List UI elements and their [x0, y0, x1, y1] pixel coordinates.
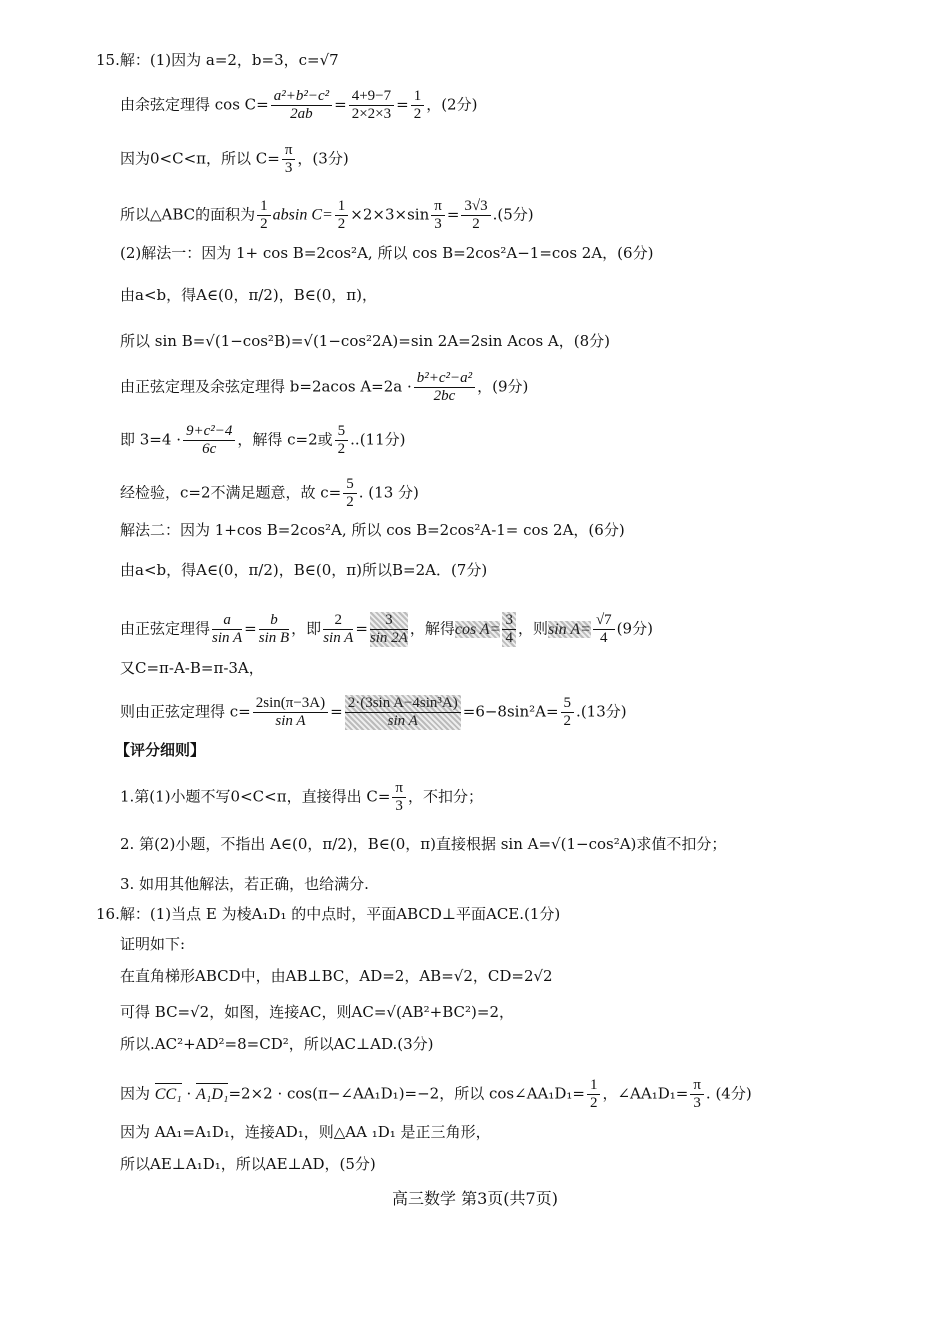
p16-head: 16.解：(1)当点 E 为棱A₁D₁ 的中点时，平面ABCD⊥平面ACE.(1分) [96, 905, 561, 923]
p15-sine-ze: ，则 [517, 619, 548, 638]
frac-pi-3: $\frac{\pi}{3}$ [690, 1077, 704, 1112]
frac-5-2: $\frac{5}{2}$ [561, 695, 575, 730]
p15-ab-line: 由a<b，得A∈(0，π/2)，B∈(0，π)， [120, 286, 377, 304]
score: ，(2分) [426, 95, 478, 114]
p16-bc: 可得 BC=√2，如图，连接AC，则AC=√(AB²+BC²)=2， [120, 1003, 515, 1021]
p15-ji-mid: ，解得 c=2或 [237, 430, 333, 449]
p16-vec-angle: ，∠AA₁D₁= [602, 1084, 689, 1103]
frac-5-2: $\frac{5}{2}$ [343, 476, 357, 511]
p15-cos-line: 由余弦定理得 cos C= $\frac{\text{a²+b²−c²}}{2ab}$ = $\frac{4+9-7}{2\times 2\times 3}$ = $\frac{1}{2}$ ，(2分) [120, 88, 478, 122]
score: . (4分) [705, 1084, 752, 1103]
rubric-1-end: ，不扣分； [407, 787, 483, 806]
p16-ac: 所以.AC²+AD²=8=CD²，所以AC⊥AD.(3分) [120, 1035, 434, 1053]
score: ..(11分) [350, 430, 406, 449]
p15-sine-ji: ，即 [291, 619, 322, 638]
p15-b2a-line [120, 370, 528, 405]
frac-pi-3: $\frac{\pi}{3}$ [282, 142, 296, 177]
p15-sine-sinA: sin A= [547, 620, 591, 638]
dot: · [181, 1084, 197, 1103]
p15-sine-line: 由正弦定理得 $\frac{a}{\text{sin A}}$ = $\frac{b}{\text{sin B}}$ ，即 $\frac{2}{\text{sin A}}$ = $\frac{3}{\sin 2A}$ ，解得cos A= $\frac{3}{4}$ ，则sin A= $\frac{√7}{4}$ (9分) [120, 612, 653, 646]
p15-C-eq: 又C=π-A-B=π-3A， [120, 659, 264, 677]
p16-trapezoid: 在直角梯形ABCD中，由AB⊥BC，AD=2，AB=√2，CD=2√2 [120, 967, 553, 985]
p15-method2-line: 解法二：因为 1+cos B=2cos²A, 所以 cos B=2cos²A-1= cos 2A，(6分) [120, 521, 625, 539]
p15-area-mid2: ×2×3×sin [350, 205, 430, 224]
p15-final-line: 则由正弦定理得 c= $\frac{2\sin(\pi-3A)}{\text{sin A}}$ = $\frac{\text{2·(3sin A−4sin³A)}}{\text{sin A}}$ =6−8sin²A= $\frac{5}{2}$ .(13分) [120, 695, 627, 729]
p16-equilateral: 因为 AA₁=A₁D₁，连接AD₁，则△AA ₁D₁ 是正三角形， [120, 1123, 491, 1141]
frac-half: $\frac{1}{2}$ [335, 198, 349, 233]
p15-sine-cosA: cos A= [454, 620, 501, 638]
p15-area-line: 所以△ABC的面积为 $\frac{1}{2}$ absin C= $\frac{1}{2}$ ×2×3×sin $\frac{\pi}{3}$ = $\frac{3√3}{2}$ .(5分) [120, 198, 534, 232]
rubric-3: 3. 如用其他解法，若正确，也给满分. [120, 875, 369, 893]
frac-pi-3: $\frac{\pi}{3}$ [392, 780, 406, 815]
p16-vec-rest: =2×2 · cos(π−∠AA₁D₁)=−2，所以 cos∠AA₁D₁= [228, 1084, 585, 1103]
score: ，(9分) [477, 377, 529, 396]
frac-sqrt7-4: $\frac{√7}{4}$ [593, 612, 615, 647]
p15-c-line [120, 142, 349, 177]
p15-final-mid: =6−8sin²A= [462, 702, 559, 721]
frac-area-result: $\frac{3√3}{2}$ [461, 198, 490, 233]
frac-a-sinA: $\frac{a}{\text{sin A}}$ [212, 612, 243, 646]
p15-ji-line [120, 423, 405, 458]
frac-half: $\frac{1}{2}$ [587, 1077, 601, 1112]
p16-proof: 证明如下: [120, 935, 186, 953]
p16-vector-line [120, 1077, 752, 1112]
page-footer: 高三数学 第3页(共7页) [392, 1189, 558, 1208]
p15-area-mid: absin C= [272, 206, 333, 224]
score: . (13 分) [358, 483, 419, 502]
p15-c-text: 因为0<C<π，所以 C= [120, 149, 280, 168]
p15-check-line [120, 476, 419, 511]
p15-final-intro: 则由正弦定理得 c= [120, 702, 251, 721]
p15-head: 15.解：(1)因为 a=2，b=3，c=√7 [96, 51, 339, 69]
frac-b-sinB: $\frac{b}{\text{sin B}}$ [258, 612, 290, 646]
vector-cc1: CC₁ [154, 1085, 182, 1103]
frac-half: $\frac{1}{2}$ [411, 88, 425, 123]
score: ，(3分) [297, 149, 349, 168]
p16-vec-intro: 因为 [120, 1084, 151, 1103]
frac-2-sinA: $\frac{2}{\text{sin A}}$ [323, 612, 354, 646]
p15-ji-intro: 即 3=4 · [120, 430, 181, 449]
p15-area-intro: 所以△ABC的面积为 [120, 205, 256, 224]
rubric-title: 【评分细则】 [115, 741, 206, 759]
rubric-1 [120, 780, 483, 815]
frac-b2a: $\frac{\text{b²+c²−a²}}{2bc}$ [414, 370, 475, 405]
frac-final-1: $\frac{2\sin(\pi-3A)}{\text{sin A}}$ [253, 695, 328, 730]
score: (9分) [616, 619, 653, 638]
p15-method2-ab: 由a<b，得A∈(0，π/2)，B∈(0，π)所以B=2A．(7分) [120, 561, 488, 579]
vector-a1d1: A₁D₁ [196, 1085, 229, 1103]
frac-final-2: $\frac{\text{2·(3sin A−4sin³A)}}{\text{sin A}}$ [345, 695, 461, 730]
score: .(5分) [492, 205, 534, 224]
frac-cos-num: $\frac{4+9-7}{2\times 2\times 3}$ [349, 88, 394, 123]
p15-sinB-line: 所以 sin B=√(1−cos²B)=√(1−cos²2A)=sin 2A=2sin Acos A，(8分) [120, 332, 610, 350]
p15-sine-intro: 由正弦定理得 [120, 619, 211, 638]
score: .(13分) [576, 702, 627, 721]
p15-b2a-intro: 由正弦定理及余弦定理得 b=2acos A=2a · [120, 377, 412, 396]
rubric-2: 2. 第(2)小题，不指出 A∈(0，π/2)，B∈(0，π)直接根据 sin A=√(1−cos²A)求值不扣分； [120, 835, 727, 853]
p15-sine-jiede: ，解得 [409, 619, 455, 638]
frac-pi-3: $\frac{\pi}{3}$ [431, 198, 445, 233]
p16-perp: 所以AE⊥A₁D₁，所以AE⊥AD，(5分) [120, 1155, 376, 1173]
frac-cos-formula: $\frac{\text{a²+b²−c²}}{2ab}$ [271, 88, 332, 123]
p15-check-intro: 经检验，c=2不满足题意，故 c= [120, 483, 342, 502]
p15-cos-intro: 由余弦定理得 cos C= [120, 95, 269, 114]
frac-3-sin2A: $\frac{3}{\sin 2A}$ [369, 612, 408, 646]
frac-5-2: $\frac{5}{2}$ [335, 423, 349, 458]
frac-3-4: $\frac{3}{4}$ [502, 612, 516, 647]
frac-half: $\frac{1}{2}$ [257, 198, 271, 233]
p15-part2-line: (2)解法一：因为 1+ cos B=2cos²A, 所以 cos B=2cos²A−1=cos 2A，(6分) [120, 244, 654, 262]
rubric-1-text: 1.第(1)小题不写0<C<π，直接得出 C= [120, 787, 391, 806]
frac-ji: $\frac{\text{9+c²−4}}{6c}$ [183, 423, 235, 458]
